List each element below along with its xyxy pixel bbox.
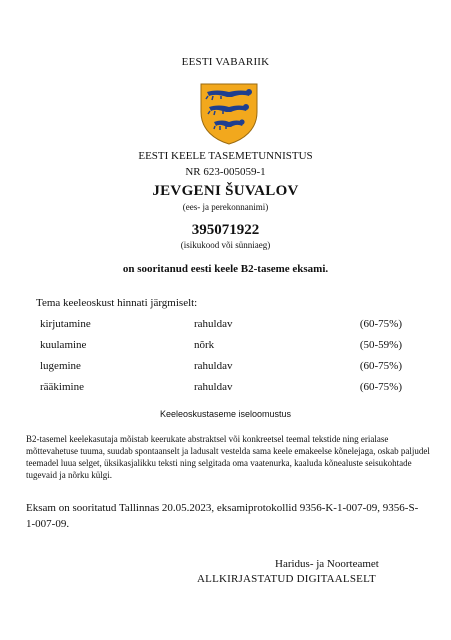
skill-row-reading (40, 360, 402, 381)
skill-name: rääkimine (40, 381, 84, 393)
skill-grade: rahuldav (194, 381, 233, 393)
skill-range: (60-75%) (359, 318, 402, 330)
result-statement: on sooritanud eesti keele B2-taseme eksami. (122, 263, 329, 275)
skill-name: kirjutamine (40, 318, 91, 330)
holder-name: JEVGENI ŠUVALOV (152, 183, 299, 199)
skill-grade: nõrk (194, 339, 215, 351)
skill-row-listening (40, 339, 402, 360)
estonian-coat-of-arms-icon (199, 82, 259, 146)
certificate-title: EESTI KEELE TASEMETUNNISTUS (138, 150, 313, 162)
skill-range: (50-59%) (359, 339, 402, 351)
level-description-title: Keeleoskustaseme iseloomustus (159, 409, 292, 419)
assessment-intro: Tema keeleoskust hinnati järgmiselt: (36, 297, 198, 309)
skill-name: kuulamine (40, 339, 87, 351)
skills-table (40, 318, 402, 402)
skill-range: (60-75%) (359, 360, 402, 372)
level-description-text: B2-tasemel keelekasutaja mõistab keerukate abstraktsel või konkreetsel teemal tekstide ning erialase mõttevahetuse tuuma, suudab spontaanselt ja ladusalt vestelda sama keele emakeelse kõnelejaga, oskab paljudel teemadel luua selget, üksikasjalikku teksti ning selgitada oma vaatenurka, kaaluda kõnealuste seisukohtade tugevaid ja nõrku külgi. (26, 434, 430, 480)
certificate-number: NR 623-005059-1 (185, 166, 266, 178)
country-heading: EESTI VABARIIK (181, 56, 270, 68)
issuer-name: Haridus- ja Noorteamet (275, 558, 379, 570)
holder-id-caption: (isikukood või sünniaeg) (180, 240, 271, 250)
skill-name: lugemine (40, 360, 81, 372)
skill-row-speaking (40, 381, 402, 402)
skill-grade: rahuldav (194, 318, 233, 330)
holder-id-code: 395071922 (191, 222, 260, 238)
exam-info: Eksam on sooritatud Tallinnas 20.05.2023, eksamiprotokollid 9356-K-1-007-09, 9356-S-1-007-09. (26, 502, 419, 530)
holder-name-caption: (ees- ja perekonnanimi) (182, 202, 269, 212)
skill-grade: rahuldav (194, 360, 233, 372)
skill-row-writing (40, 318, 402, 339)
digital-signature-note: ALLKIRJASTATUD DIGITAALSELT (197, 573, 376, 585)
skill-range: (60-75%) (359, 381, 402, 393)
